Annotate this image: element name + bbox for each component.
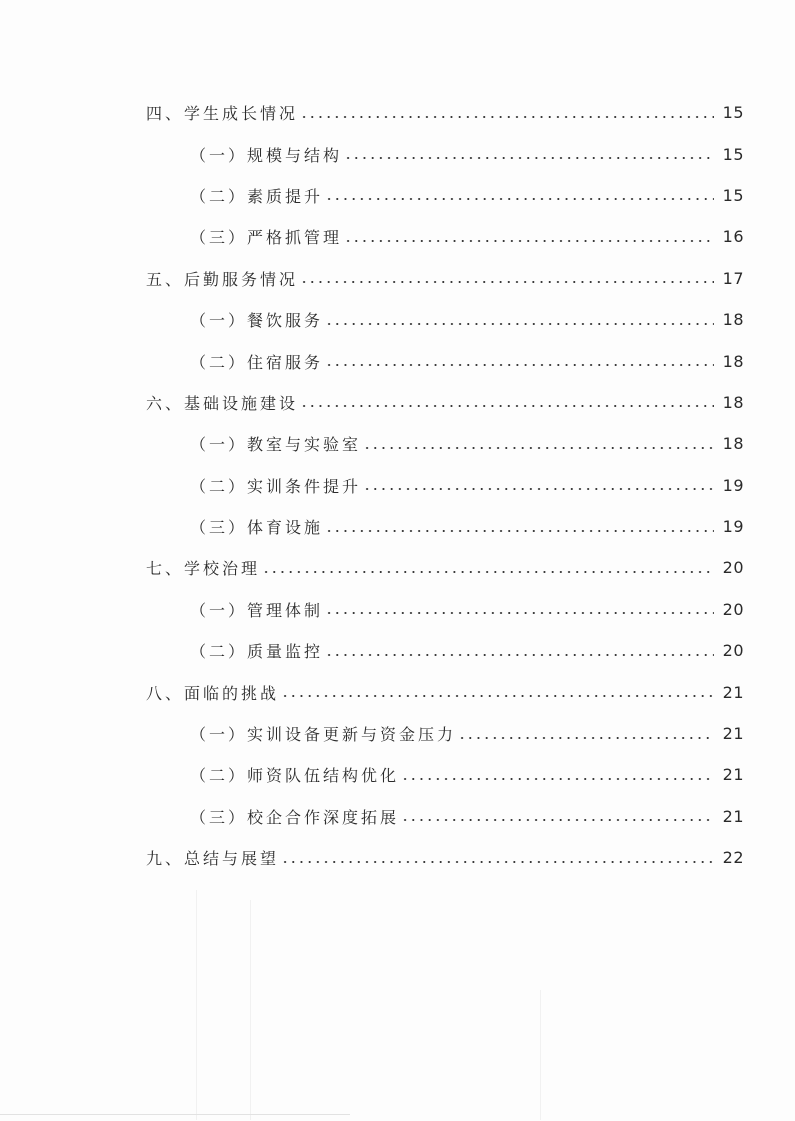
toc-entry-title: 八、面临的挑战 bbox=[146, 683, 280, 703]
toc-entry-title: 七、学校治理 bbox=[146, 559, 261, 579]
toc-dot-leader bbox=[325, 364, 714, 366]
toc-entry-title: 五、后勤服务情况 bbox=[146, 269, 299, 289]
toc-page-number: 16 bbox=[722, 227, 744, 247]
toc-dot-leader bbox=[458, 737, 714, 739]
toc-section-entry[interactable] bbox=[0, 382, 795, 423]
toc-dot-leader bbox=[281, 861, 714, 863]
toc-dot-leader bbox=[325, 198, 714, 200]
toc-page-number: 18 bbox=[722, 351, 744, 371]
toc-dot-leader bbox=[325, 612, 714, 614]
scan-artifact-line bbox=[250, 900, 251, 1120]
toc-subsection-entry[interactable] bbox=[0, 589, 795, 630]
toc-entry-title: （一）规模与结构 bbox=[190, 145, 343, 165]
toc-entry-title: （二）质量监控 bbox=[190, 642, 324, 662]
toc-entry-title: 四、学生成长情况 bbox=[146, 104, 299, 124]
toc-page-number: 15 bbox=[722, 185, 744, 205]
toc-page-number: 21 bbox=[722, 682, 744, 702]
toc-entry-title: （二）素质提升 bbox=[190, 186, 324, 206]
toc-dot-leader bbox=[344, 157, 714, 159]
toc-page-number: 19 bbox=[722, 517, 744, 537]
toc-subsection-entry[interactable] bbox=[0, 423, 795, 464]
scan-artifact-line bbox=[196, 890, 197, 1120]
toc-page-number: 21 bbox=[722, 806, 744, 826]
toc-dot-leader bbox=[300, 281, 714, 283]
toc-subsection-entry[interactable] bbox=[0, 754, 795, 795]
toc-section-entry[interactable] bbox=[0, 671, 795, 712]
toc-dot-leader bbox=[401, 819, 714, 821]
toc-subsection-entry[interactable] bbox=[0, 133, 795, 174]
toc-entry-title: 六、基础设施建设 bbox=[146, 393, 299, 413]
toc-page-number: 20 bbox=[722, 558, 744, 578]
toc-page-number: 18 bbox=[722, 392, 744, 412]
toc-entry-title: （二）实训条件提升 bbox=[190, 476, 362, 496]
toc-section-entry[interactable] bbox=[0, 837, 795, 878]
toc-subsection-entry[interactable] bbox=[0, 713, 795, 754]
toc-subsection-entry[interactable] bbox=[0, 216, 795, 257]
toc-entry-title: （一）管理体制 bbox=[190, 600, 324, 620]
toc-page-number: 21 bbox=[722, 724, 744, 744]
toc-section-entry[interactable] bbox=[0, 92, 795, 133]
toc-subsection-entry[interactable] bbox=[0, 465, 795, 506]
toc-entry-title: （二）住宿服务 bbox=[190, 352, 324, 372]
scan-artifact-line bbox=[540, 990, 541, 1120]
toc-section-entry[interactable] bbox=[0, 258, 795, 299]
toc-entry-title: （三）严格抓管理 bbox=[190, 228, 343, 248]
toc-entry-title: （一）实训设备更新与资金压力 bbox=[190, 725, 457, 745]
toc-dot-leader bbox=[344, 240, 714, 242]
toc-page-number: 18 bbox=[722, 434, 744, 454]
toc-entry-title: 九、总结与展望 bbox=[146, 849, 280, 869]
toc-entry-title: （三）校企合作深度拓展 bbox=[190, 807, 400, 827]
toc-page-number: 17 bbox=[722, 268, 744, 288]
table-of-contents bbox=[0, 92, 795, 878]
toc-dot-leader bbox=[325, 530, 714, 532]
toc-page-number: 18 bbox=[722, 310, 744, 330]
toc-dot-leader bbox=[363, 488, 714, 490]
toc-page-number: 21 bbox=[722, 765, 744, 785]
toc-dot-leader bbox=[401, 778, 714, 780]
toc-page-number: 22 bbox=[722, 848, 744, 868]
toc-dot-leader bbox=[325, 323, 714, 325]
toc-subsection-entry[interactable] bbox=[0, 506, 795, 547]
toc-subsection-entry[interactable] bbox=[0, 175, 795, 216]
toc-page-number: 15 bbox=[722, 144, 744, 164]
toc-dot-leader bbox=[300, 116, 714, 118]
toc-page-number: 15 bbox=[722, 103, 744, 123]
toc-subsection-entry[interactable] bbox=[0, 630, 795, 671]
toc-entry-title: （一）餐饮服务 bbox=[190, 311, 324, 331]
toc-dot-leader bbox=[262, 571, 714, 573]
toc-section-entry[interactable] bbox=[0, 547, 795, 588]
toc-dot-leader bbox=[281, 695, 714, 697]
toc-page-number: 20 bbox=[722, 641, 744, 661]
toc-subsection-entry[interactable] bbox=[0, 796, 795, 837]
toc-page-number: 20 bbox=[722, 599, 744, 619]
toc-dot-leader bbox=[325, 654, 714, 656]
toc-subsection-entry[interactable] bbox=[0, 299, 795, 340]
scan-edge-line bbox=[0, 1114, 350, 1115]
toc-entry-title: （二）师资队伍结构优化 bbox=[190, 766, 400, 786]
toc-entry-title: （一）教室与实验室 bbox=[190, 435, 362, 455]
toc-subsection-entry[interactable] bbox=[0, 340, 795, 381]
toc-dot-leader bbox=[300, 405, 714, 407]
toc-entry-title: （三）体育设施 bbox=[190, 518, 324, 538]
toc-dot-leader bbox=[363, 447, 714, 449]
toc-page-number: 19 bbox=[722, 475, 744, 495]
